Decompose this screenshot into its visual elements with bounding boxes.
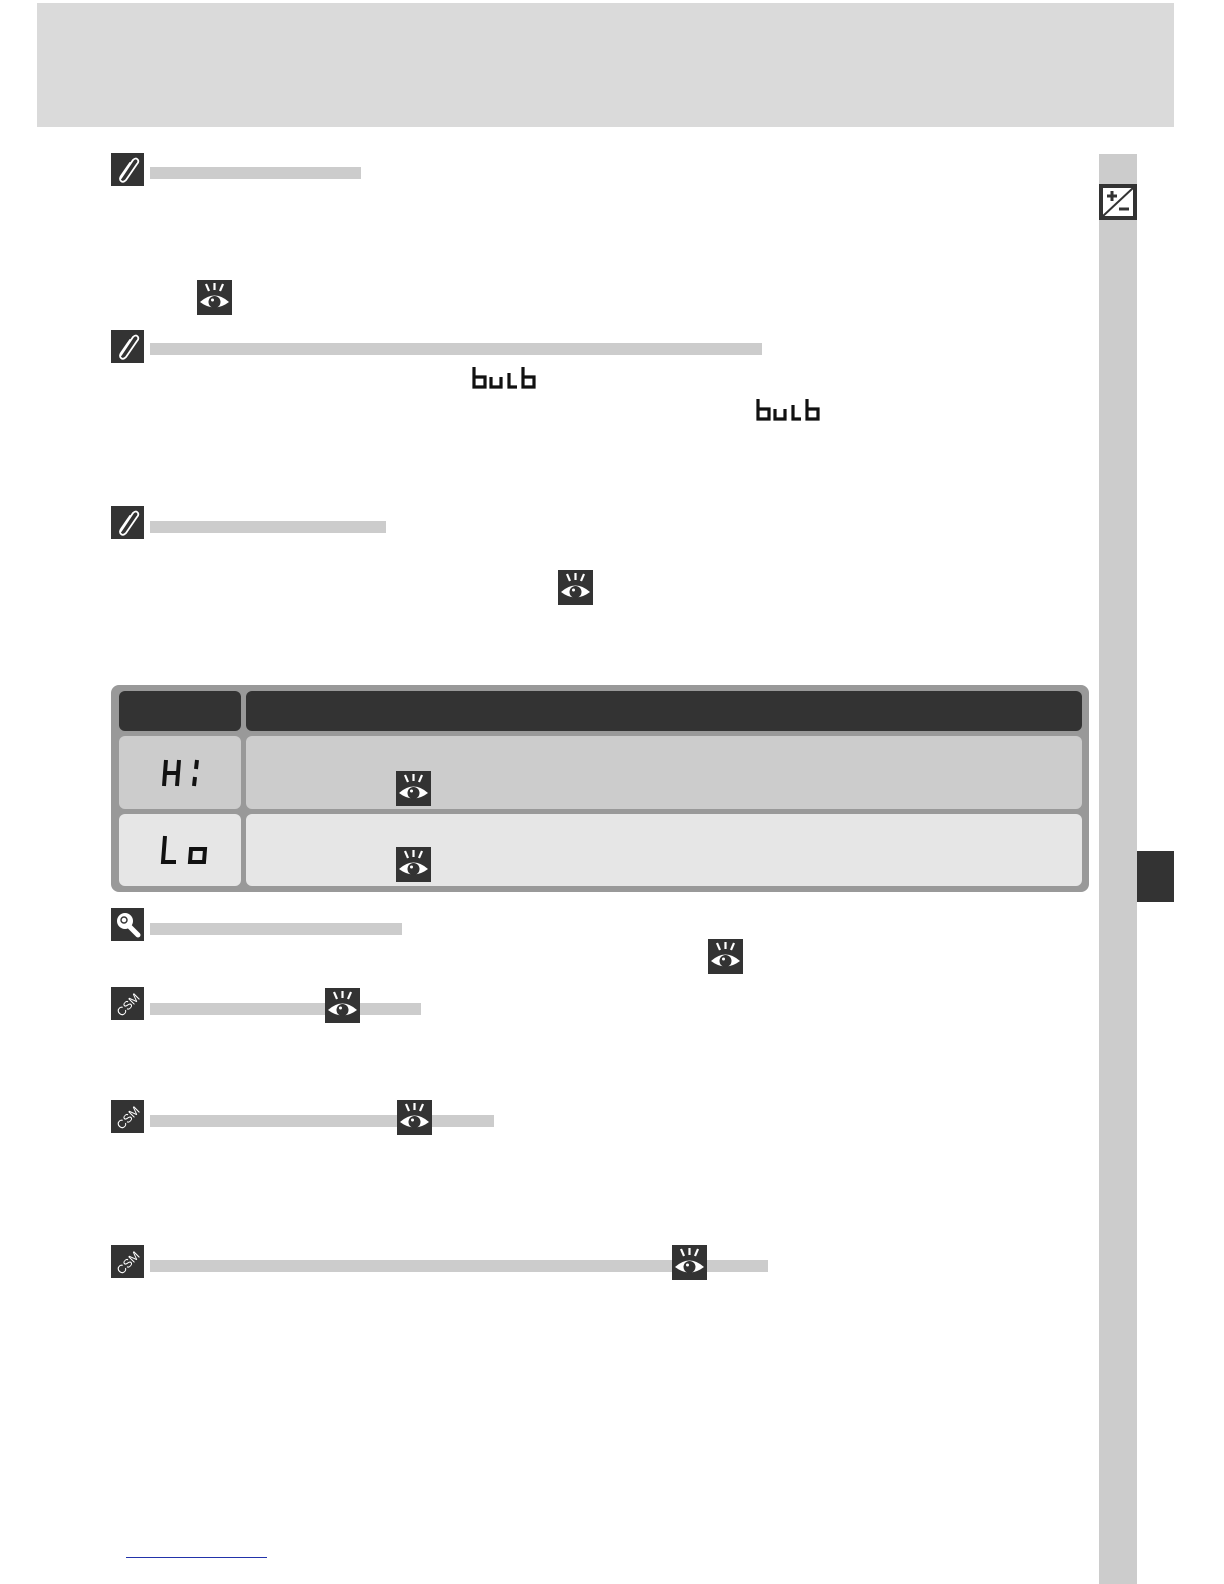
see-page-eye-icon[interactable]: [397, 1100, 432, 1135]
side-index-bar: [1099, 154, 1137, 1584]
csm-heading-bar: [150, 1003, 421, 1015]
table-header-description: [246, 691, 1082, 731]
header-band: [37, 3, 1174, 127]
csm-icon: [111, 987, 144, 1020]
tip-bulb-icon: [111, 908, 144, 941]
see-page-eye-icon[interactable]: [672, 1245, 707, 1280]
side-tab-exposure[interactable]: [1099, 184, 1137, 220]
see-page-eye-icon[interactable]: [197, 280, 232, 315]
exposure-compensation-icon: [1099, 184, 1137, 220]
tip-heading-bar: [150, 923, 402, 935]
table-row: [119, 814, 241, 886]
lcd-lo-indicator: [119, 814, 241, 886]
note-pencil-icon: [111, 330, 144, 363]
csm-icon: [111, 1100, 144, 1133]
see-page-eye-icon[interactable]: [396, 771, 431, 806]
csm-icon: [111, 1245, 144, 1278]
indicator-table: [111, 685, 1089, 892]
chapter-tab-marker[interactable]: [1137, 851, 1174, 902]
note-pencil-icon: [111, 153, 144, 186]
note-heading-bar: [150, 343, 762, 355]
see-page-eye-icon[interactable]: [708, 939, 743, 974]
table-row: [119, 736, 241, 809]
note-heading-bar: [150, 167, 361, 179]
table-row-description: [246, 736, 1082, 809]
see-page-eye-icon[interactable]: [558, 570, 593, 605]
see-page-eye-icon[interactable]: [396, 847, 431, 882]
note-heading-bar: [150, 521, 386, 533]
table-header-indicator: [119, 691, 241, 731]
footer-link-underline[interactable]: [126, 1557, 267, 1558]
csm-heading-bar: [150, 1115, 494, 1127]
lcd-hi-indicator: [119, 736, 241, 809]
see-page-eye-icon[interactable]: [325, 988, 360, 1023]
note-pencil-icon: [111, 506, 144, 539]
table-row-description: [246, 814, 1082, 886]
lcd-bulb-display: [754, 396, 822, 424]
lcd-bulb-display: [470, 364, 538, 392]
